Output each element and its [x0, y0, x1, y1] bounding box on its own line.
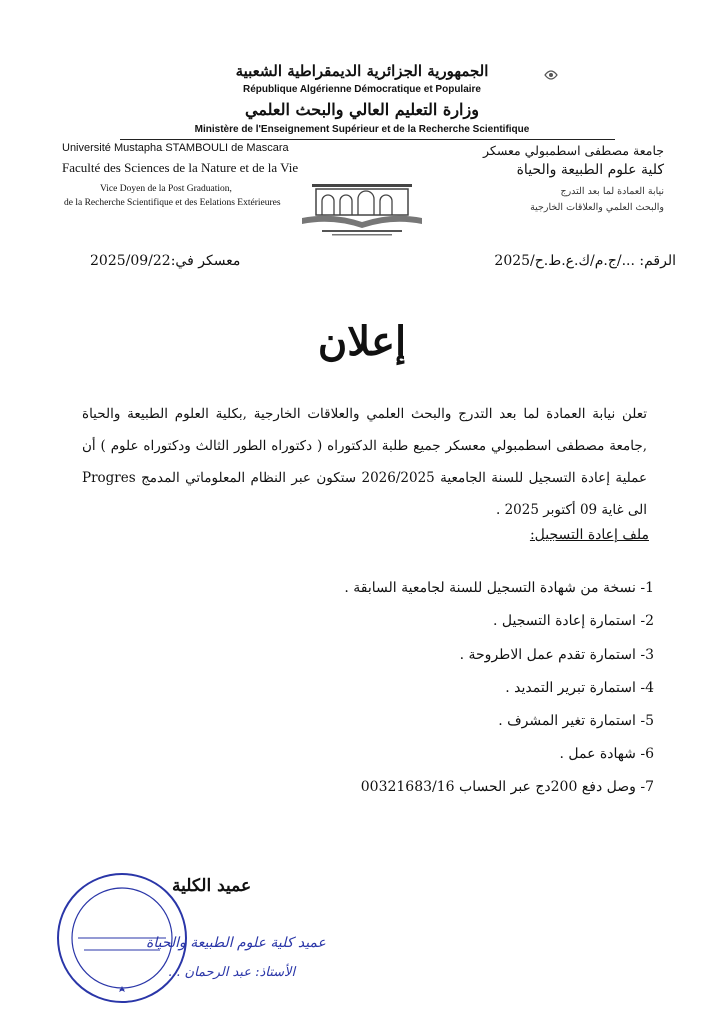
dossier-heading: ملف إعادة التسجيل:	[529, 527, 649, 543]
document-date: معسكر في:2025/09/22	[90, 253, 241, 269]
signature-name-line: الأستاذ: عبد الرحمان ...	[168, 965, 296, 980]
ministry-title-ar: وزارة التعليم العالي والبحث العلمي	[245, 100, 479, 119]
signature-dean-line: عميد كلية علوم الطبيعة والحياة	[146, 935, 326, 951]
ministry-title-fr: Ministère de l'Enseignement Supérieur et de la Recherche Scientifique	[194, 124, 530, 135]
vice-dean-line-1-ar: نيابة العمادة لما بعد التدرج	[560, 186, 664, 197]
list-item: 6- شهادة عمل .	[559, 746, 654, 762]
faculty-name-fr: Faculté des Sciences de la Nature et de la Vie	[62, 160, 299, 175]
university-name-fr: Université Mustapha STAMBOULI de Mascara	[62, 142, 289, 154]
list-item: 2- استمارة إعادة التسجيل .	[492, 613, 654, 629]
republic-title-ar: الجمهورية الجزائرية الديمقراطية الشعبية	[235, 62, 489, 80]
announcement-title: إعلان	[317, 318, 407, 365]
university-logo	[292, 178, 432, 238]
reference-number: الرقم: .../ج.م/ك.ع.ط.ح/2025	[494, 253, 676, 269]
university-name-ar: جامعة مصطفى اسطمبولي معسكر	[483, 143, 664, 158]
vice-dean-line-2-fr: de la Recherche Scientifique et des Eelations Extérieures	[64, 198, 281, 208]
faculty-name-ar: كلية علوم الطبيعة والحياة	[516, 162, 664, 178]
vice-dean-line-1-fr: Vice Doyen de la Post Graduation,	[100, 184, 232, 194]
list-item: 3- استمارة تقدم عمل الاطروحة .	[459, 647, 654, 663]
list-item: 5- استمارة تغير المشرف .	[498, 713, 654, 729]
announcement-body: تعلن نيابة العمادة لما بعد التدرج والبحث العلمي والعلاقات الخارجية ,بكلية العلوم الطبيعة والحياة ,جامعة مصطفى اسطمبولي معسكر جميع طلبة الدكتوراه ( دكتوراه الطور الثالث ودكتوراه علوم ) أن عملية إعادة التسجيل للسنة الجامعية 2026/2025 ستكون عبر النظام المعلوماتي المدمج Progres الى غاية 09 أكتوبر 2025 .	[82, 406, 648, 518]
vice-dean-line-2-ar: والبحث العلمي والعلاقات الخارجية	[530, 202, 664, 213]
list-item: 7- وصل دفع 200دج عبر الحساب 00321683/16	[360, 779, 654, 795]
list-item: 4- استمارة تبرير التمديد .	[505, 680, 654, 696]
header-divider	[120, 139, 615, 140]
decorative-mark-icon	[539, 63, 563, 87]
signature-title: عميد الكلية	[172, 876, 252, 896]
republic-title-fr: République Algérienne Démocratique et Populaire	[242, 84, 481, 95]
list-item: 1- نسخة من شهادة التسجيل للسنة لجامعية السابقة .	[344, 580, 654, 596]
